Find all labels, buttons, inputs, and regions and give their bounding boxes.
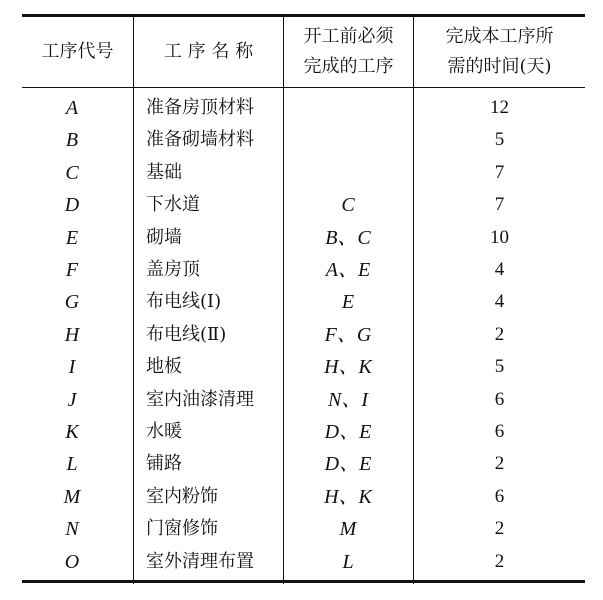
header-name: 工 序 名 称 — [163, 41, 254, 62]
row-task-name: 布电线(Ⅱ) — [146, 323, 227, 345]
row-code: I — [68, 356, 76, 379]
header-code: 工序代号 — [41, 41, 114, 62]
row-task-name: 盖房顶 — [146, 259, 200, 280]
header-time — [414, 22, 585, 82]
row-prerequisite: D、E — [324, 453, 372, 476]
header-time-line1: 完成本工序所 — [445, 26, 554, 47]
row-task-name: 铺路 — [146, 453, 182, 475]
row-prerequisite: D、E — [324, 421, 372, 443]
header-separator — [22, 87, 585, 88]
row-task-name: 室内油漆清理 — [146, 388, 254, 410]
row-days: 4 — [494, 259, 505, 280]
row-code: M — [63, 485, 81, 508]
row-code: O — [64, 550, 80, 573]
header-prerequisite — [284, 22, 413, 82]
table-bottom-rule — [22, 580, 585, 583]
row-task-name: 基础 — [146, 161, 182, 183]
row-task-name: 地板 — [146, 356, 182, 378]
row-prerequisite — [288, 157, 408, 189]
row-days: 10 — [490, 226, 509, 248]
column-divider — [283, 14, 284, 584]
row-days: 2 — [494, 518, 505, 540]
row-code: B — [65, 129, 79, 152]
row-days: 2 — [494, 323, 505, 345]
row-prerequisite: F、G — [324, 323, 372, 346]
row-prerequisite: H、K — [324, 485, 372, 508]
row-days: 7 — [494, 194, 505, 216]
row-code: L — [66, 453, 78, 476]
row-task-name: 室内粉饰 — [146, 485, 218, 507]
row-days: 6 — [494, 388, 505, 410]
row-days: 7 — [494, 161, 505, 183]
row-task-name: 下水道 — [146, 194, 200, 216]
row-prerequisite: M — [339, 518, 357, 541]
row-prerequisite: N、I — [328, 388, 368, 411]
row-code: N — [65, 518, 79, 541]
header-time-line2: 需的时间(天) — [447, 56, 552, 77]
row-prerequisite: C — [341, 194, 355, 217]
row-task-name: 布电线(Ⅰ) — [146, 291, 222, 313]
row-task-name: 砌墙 — [146, 226, 182, 248]
row-prerequisite: A、E — [325, 259, 371, 281]
row-prerequisite: L — [342, 550, 354, 573]
row-prerequisite: H、K — [324, 356, 372, 379]
header-prerequisite-line2: 完成的工序 — [303, 56, 394, 77]
row-days: 5 — [494, 129, 505, 151]
row-task-name: 水暖 — [146, 421, 182, 442]
row-days: 5 — [494, 356, 505, 378]
row-code: H — [64, 323, 80, 346]
row-prerequisite: B、C — [325, 226, 371, 249]
row-code: D — [64, 194, 80, 217]
row-prerequisite — [288, 124, 408, 156]
row-task-name: 门窗修饰 — [146, 518, 218, 540]
row-days: 2 — [494, 550, 505, 572]
row-task-name: 准备砌墙材料 — [146, 129, 254, 151]
row-code: F — [65, 259, 79, 281]
row-prerequisite — [288, 92, 408, 124]
table-top-rule — [22, 14, 585, 17]
row-days: 6 — [494, 421, 505, 442]
row-code: E — [65, 226, 79, 249]
row-task-name: 准备房顶材料 — [146, 97, 254, 118]
row-days: 2 — [494, 453, 505, 475]
column-divider — [133, 14, 134, 584]
row-code: A — [65, 97, 79, 119]
row-code: K — [65, 421, 79, 443]
row-code: J — [67, 388, 77, 411]
row-days: 12 — [490, 97, 509, 118]
row-task-name: 室外清理布置 — [146, 550, 254, 572]
row-days: 4 — [494, 291, 505, 313]
row-code: G — [64, 291, 80, 314]
header-prerequisite-line1: 开工前必须 — [303, 26, 394, 47]
row-code: C — [65, 161, 79, 184]
row-prerequisite: E — [341, 291, 355, 314]
row-days: 6 — [494, 485, 505, 507]
